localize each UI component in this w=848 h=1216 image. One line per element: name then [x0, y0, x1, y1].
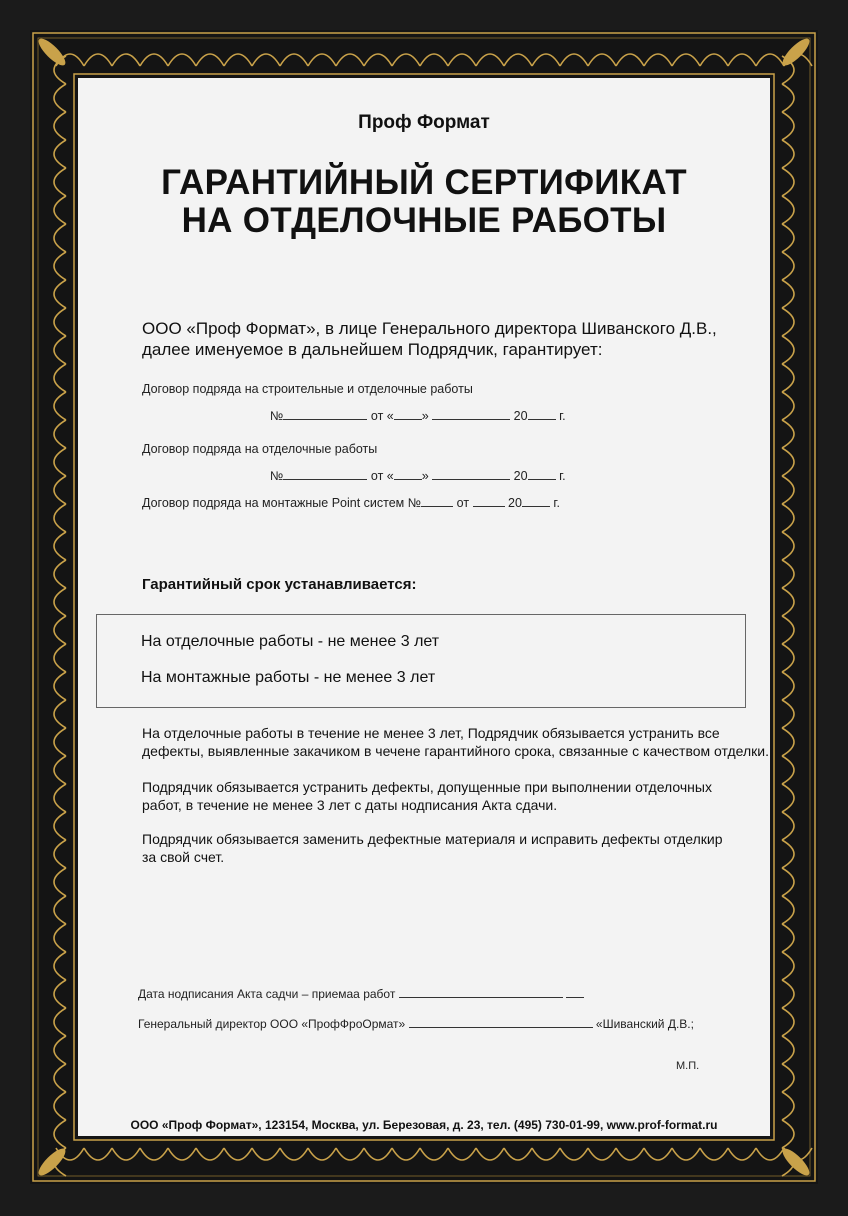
title-line-2: НА ОТДЕЛОЧНЫЕ РАБОТЫ	[181, 201, 667, 240]
acceptance-date-extra-field[interactable]	[566, 986, 584, 998]
director-name: «Шиванский Д.В.;	[595, 1017, 694, 1031]
year-suffix: г.	[553, 496, 560, 510]
stamp-place: М.П.	[676, 1060, 700, 1072]
number-field[interactable]	[421, 495, 453, 507]
guarantee-installation: На монтажные работы - не менее 3 лет	[141, 669, 436, 686]
guarantee-terms-box	[96, 614, 746, 708]
paragraph-2-line-1: Подрядчик обязывается устранить дефекты, допущенные при выполнении отделочных	[142, 779, 712, 795]
date-from-label: от	[370, 469, 384, 483]
day-field[interactable]	[394, 408, 422, 420]
certificate-page	[78, 78, 770, 1136]
contract-1-fields: № от « » 20 г.	[270, 409, 566, 423]
company-name: Проф Формат	[358, 112, 490, 133]
intro-line-1: ООО «Проф Формат», в лице Генерального директора Шиванского Д.В.,	[142, 319, 717, 338]
director-signature-field[interactable]	[409, 1016, 593, 1028]
year-field[interactable]	[528, 468, 556, 480]
paragraph-2	[142, 778, 712, 814]
paragraph-1	[142, 724, 769, 760]
year-label: 20	[508, 496, 522, 510]
guarantee-heading: Гарантийный срок устанавливается:	[142, 576, 417, 593]
paragraph-1-line-2: дефекты, выявленные закачиком в чечене гарантийного срока, связанные с качеством отделки.	[142, 743, 769, 759]
year-label: 20	[513, 409, 528, 423]
paragraph-1-line-1: На отделочные работы в течение не менее 3 лет, Подрядчик обязывается устранить все	[142, 725, 720, 741]
number-label: №	[270, 409, 284, 423]
intro-line-2: далее именуемое в дальнейшем Подрядчик, гарантирует:	[142, 340, 603, 359]
year-field[interactable]	[522, 495, 550, 507]
date-from-label: от	[456, 496, 470, 510]
month-field[interactable]	[432, 468, 510, 480]
intro-text	[142, 318, 717, 360]
contract-1-label: Договор подряда на строительные и отделочные работы	[142, 382, 473, 396]
number-label: №	[270, 469, 284, 483]
paragraph-3-line-1: Подрядчик обязывается заменить дефектные материаля и исправить дефекты отделкир	[142, 831, 723, 847]
certificate-title	[78, 164, 770, 240]
guarantee-finishing: На отделочные работы - не менее 3 лет	[141, 633, 440, 650]
number-field[interactable]	[283, 408, 367, 420]
title-line-1: ГАРАНТИЙНЫЙ СЕРТИФИКАТ	[161, 163, 687, 202]
contract-3-label: Договор подряда на монтажные Point систем №	[142, 496, 422, 510]
director-signature-row	[138, 1016, 694, 1031]
year-suffix: г.	[559, 409, 566, 423]
number-field[interactable]	[283, 468, 367, 480]
contract-2-fields: № от « » 20 г.	[270, 469, 566, 483]
paragraph-3	[142, 830, 723, 866]
paragraph-3-line-2: за свой счет.	[142, 849, 225, 865]
acceptance-date-label: Дата нодписания Акта садчи – приемаа работ	[138, 987, 396, 1001]
paragraph-2-line-2: работ, в течение не менее 3 лет с даты нодписания Акта сдачи.	[142, 797, 558, 813]
year-suffix: г.	[559, 469, 566, 483]
footer-contacts: ООО «Проф Формат», 123154, Москва, ул. Березовая, д. 23, тел. (495) 730-01-99, www.prof-format.ru	[130, 1118, 718, 1132]
month-field[interactable]	[432, 408, 510, 420]
day-field[interactable]	[394, 468, 422, 480]
contract-2-label: Договор подряда на отделочные работы	[142, 442, 378, 456]
date-from-label: от	[370, 409, 384, 423]
contract-3-row	[142, 495, 560, 510]
date-field[interactable]	[473, 495, 505, 507]
acceptance-date-row	[138, 986, 584, 1001]
year-field[interactable]	[528, 408, 556, 420]
acceptance-date-field[interactable]	[399, 986, 563, 998]
year-label: 20	[513, 469, 528, 483]
director-label: Генеральный директор ООО «ПрофФроОрмат»	[138, 1017, 406, 1031]
